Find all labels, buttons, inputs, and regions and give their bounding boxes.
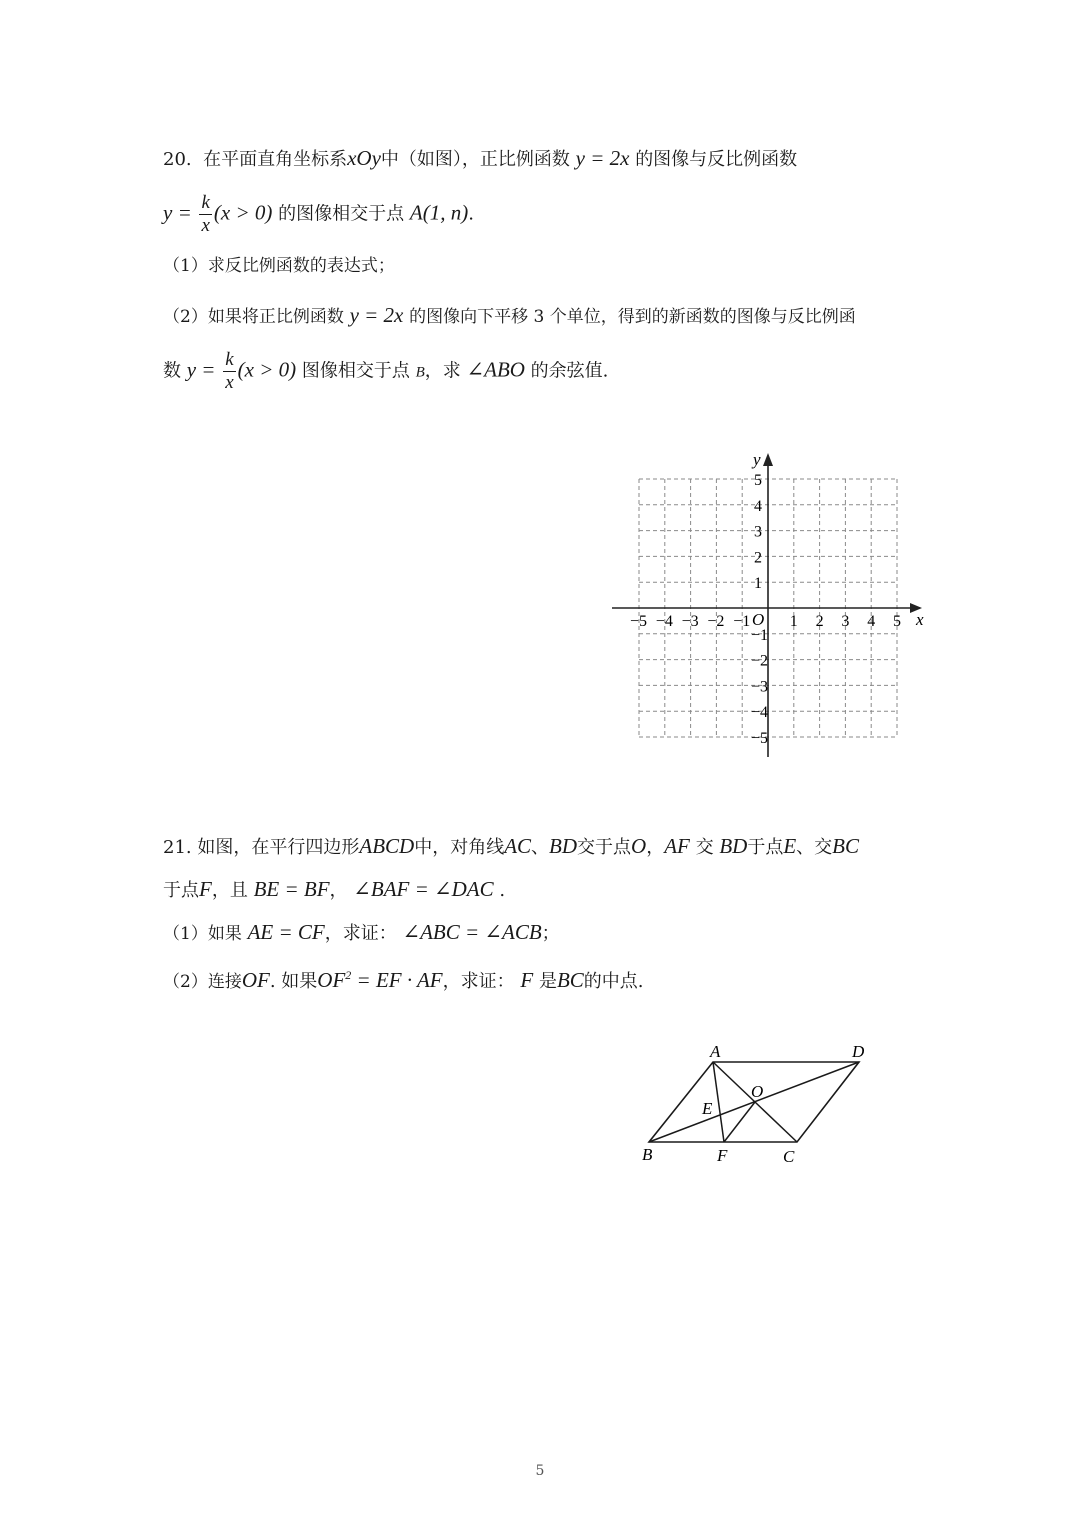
y-tick-label: 5 bbox=[754, 472, 762, 489]
p21-part2: （2）连接OF. 如果$OF^2$ = EF · AF，求证： F 是BC的中点. bbox=[163, 968, 644, 992]
p21-line1: 21. 如图，在平行四边形ABCD中，对角线AC、BD交于点O，AF 交 BD于点E、交BC bbox=[163, 834, 860, 858]
p21-line2: 于点F，且 BE = BF， ∠BAF = ∠DAC . bbox=[163, 877, 506, 901]
p20-line2: y = $\frac{k}{x}$ (x > 0) 的图像相交于点 A(1, n). bbox=[163, 192, 474, 236]
x-tick-label: 5 bbox=[893, 613, 901, 630]
x-tick-label: −3 bbox=[681, 613, 699, 630]
fraction-k-over-x: $\frac{k}{x}$ bbox=[201, 192, 210, 236]
x-tick-label: 1 bbox=[789, 613, 798, 630]
label-b: B bbox=[642, 1145, 653, 1164]
x-tick-label: −2 bbox=[707, 613, 725, 630]
page-number: 5 bbox=[535, 1463, 545, 1479]
y-tick-label: −2 bbox=[751, 652, 769, 670]
segment-af bbox=[713, 1062, 724, 1142]
label-e: E bbox=[702, 1099, 713, 1118]
label-d: D bbox=[852, 1042, 865, 1061]
x-tick-label: −1 bbox=[733, 613, 751, 630]
func-y-2x: y = 2x bbox=[575, 146, 630, 170]
x-tick-label: −4 bbox=[655, 613, 673, 630]
p20-part1: （1）求反比例函数的表达式； bbox=[163, 256, 395, 276]
label-o: O bbox=[751, 1082, 764, 1101]
y-tick-label: 1 bbox=[754, 575, 762, 593]
p20-line1: 20. 在平面直角坐标系xOy中（如图），正比例函数 y = 2x 的图像与反比例函数 bbox=[163, 146, 798, 170]
label-f: F bbox=[717, 1146, 728, 1165]
y-tick-label: 3 bbox=[754, 523, 762, 541]
x-tick-label: −5 bbox=[630, 613, 648, 630]
p21-part1: （1）如果 AE = CF，求证： ∠ABC = ∠ACB； bbox=[163, 920, 560, 944]
label-c: C bbox=[783, 1147, 795, 1166]
y-axis-label: y bbox=[753, 450, 761, 469]
y-tick-label: −1 bbox=[751, 626, 769, 644]
y-tick-label: −3 bbox=[751, 678, 769, 696]
p20-part2-line2: 数 y = $\frac{k}{x}$ (x > 0) 图像相交于点 B，求 ∠ABO 的余弦值. bbox=[163, 349, 609, 393]
y-tick-label: −4 bbox=[751, 704, 769, 722]
y-tick-label: −5 bbox=[751, 730, 769, 747]
x-tick-label: 4 bbox=[867, 613, 876, 630]
tick-labels bbox=[630, 472, 901, 747]
p20-part2-line1: （2）如果将正比例函数 y = 2x 的图像向下平移 3 个单位，得到的新函数的图像与反比例函 bbox=[163, 303, 856, 327]
point-a: A(1, n) bbox=[409, 200, 469, 225]
x-tick-label: 2 bbox=[815, 613, 824, 630]
parallelogram-figure bbox=[630, 1035, 890, 1175]
y-axis-arrow bbox=[763, 453, 773, 466]
x-tick-label: 3 bbox=[841, 613, 850, 630]
label-a: A bbox=[710, 1042, 721, 1061]
y-tick-label: 4 bbox=[754, 497, 762, 515]
coordinate-grid-figure bbox=[600, 445, 940, 765]
x-axis-label: x bbox=[916, 610, 924, 629]
y-tick-label: 2 bbox=[754, 549, 762, 567]
origin-label: O bbox=[752, 610, 765, 629]
